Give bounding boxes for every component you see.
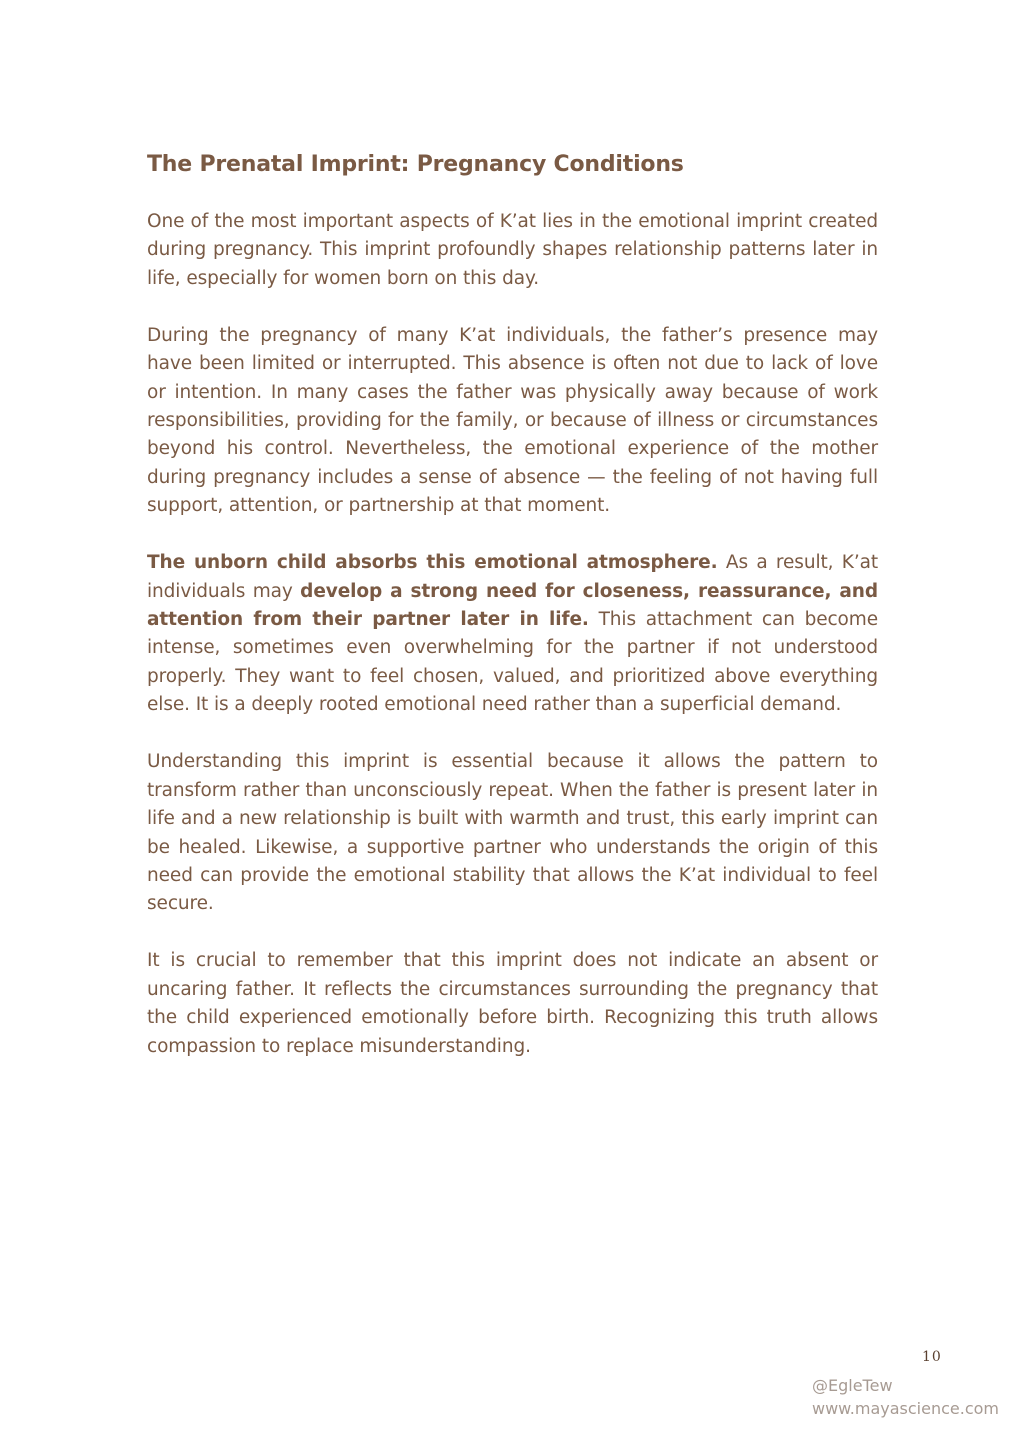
paragraph-4	[147, 748, 878, 918]
paragraph-1	[147, 208, 878, 293]
footer-credits	[812, 1374, 999, 1420]
paragraph-4-text: Understanding this imprint is essential because it allows the pattern to transform rather than unconsciously repeat. When the father is present later in life and a new relationship is built with warmth and trust, this early imprint can be healed. Likewise, a supportive partner who understands the origin of this need can provide the emotional stability that allows the K’at individual to feel secure.	[147, 751, 878, 915]
paragraph-1-text: One of the most important aspects of K’at lies in the emotional imprint created during pregnancy. This imprint profoundly shapes relationship patterns later in life, especially for women born on this day.	[147, 211, 878, 289]
paragraph-3-bold-emphasis: develop a strong need for closeness, reassurance, and attention from their partner later in life.	[147, 580, 879, 631]
page-number: 10	[922, 1349, 942, 1365]
paragraph-5	[147, 947, 878, 1061]
paragraph-2-text: During the pregnancy of many K’at individuals, the father’s presence may have been limited or interrupted. This absence is often not due to lack of love or intention. In many cases the father was physically away because of work responsibilities, providing for the family, or because of illness or circumstances beyond his control. Nevertheless, the emotional experience of the mother during pregnancy includes a sense of absence — the feeling of not having full support, attention, or partnership at that moment.	[147, 324, 878, 517]
footer-website-link[interactable]: www.mayascience.com	[812, 1399, 999, 1418]
page-content	[147, 150, 878, 1090]
paragraph-3-text-b: This attachment can become intense, sometimes even overwhelming for the partner if not understood properly. They want to feel chosen, valued, and prioritized above everything else. It is a deeply rooted emotional need rather than a superficial demand.	[147, 609, 878, 716]
paragraph-3-bold-lead: The unborn child absorbs this emotional atmosphere.	[147, 552, 718, 574]
footer-handle: @EgleTew	[812, 1376, 893, 1395]
page-title: The Prenatal Imprint: Pregnancy Conditions	[147, 152, 684, 177]
paragraph-3-text-a: As a result, K’at individuals may	[147, 552, 878, 602]
paragraph-2	[147, 322, 878, 521]
paragraph-5-text: It is crucial to remember that this imprint does not indicate an absent or uncaring father. It reflects the circumstances surrounding the pregnancy that the child experienced emotionally before birth. Recognizing this truth allows compassion to replace misunderstanding.	[147, 950, 878, 1057]
paragraph-3	[147, 549, 878, 719]
